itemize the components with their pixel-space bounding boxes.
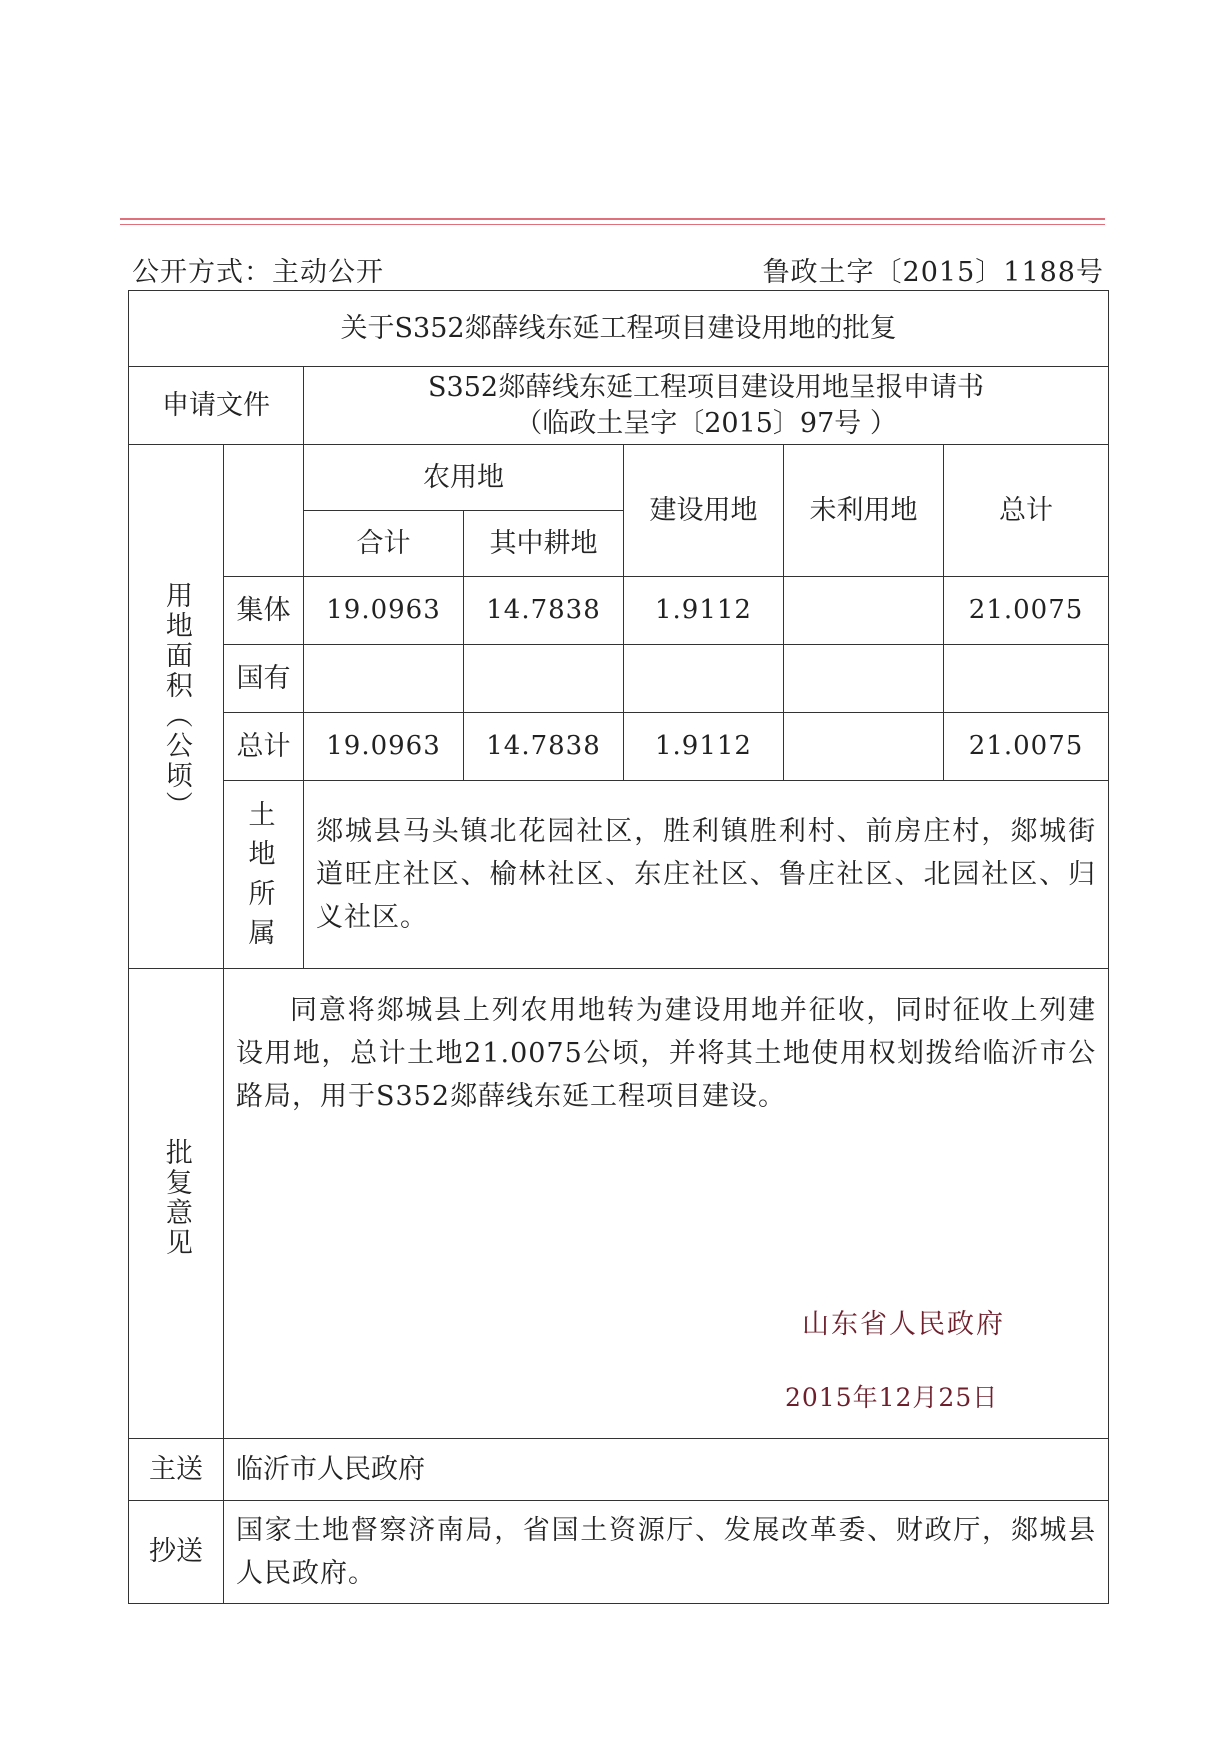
row-label: 集体 (224, 577, 304, 645)
cell-construction: 1.9112 (624, 577, 784, 645)
top-red-line-2 (120, 224, 1105, 225)
cell-unused (784, 577, 944, 645)
ownership-text: 郯城县马头镇北花园社区，胜利镇胜利村、前房庄村，郯城街道旺庄社区、榆林社区、东庄社区、鲁庄社区、北园社区、归义社区。 (304, 781, 1109, 969)
issue-date: 2015年12月25日 (785, 1383, 999, 1412)
document-title: 关于S352郯薛线东延工程项目建设用地的批复 (129, 291, 1109, 367)
table-row (129, 713, 1109, 781)
cc-label: 抄送 (129, 1501, 224, 1604)
header-unused: 未利用地 (784, 445, 944, 577)
cell-total: 21.0075 (944, 713, 1109, 781)
cell-farmland: 14.7838 (464, 577, 624, 645)
header-agri-farmland: 其中耕地 (464, 511, 624, 577)
application-document (304, 367, 1109, 445)
cell-unused (784, 645, 944, 713)
cc-value: 国家土地督察济南局，省国土资源厅、发展改革委、财政厅，郯城县人民政府。 (224, 1501, 1109, 1604)
application-label: 申请文件 (129, 367, 304, 445)
opinion-text: 同意将郯城县上列农用地转为建设用地并征收，同时征收上列建设用地，总计土地21.0075公顷，并将其土地使用权划拨给临沂市公路局，用于S352郯薛线东延工程项目建设。 (224, 969, 1109, 1439)
issuer-name: 山东省人民政府 (802, 1309, 1005, 1340)
cell-farmland: 14.7838 (464, 713, 624, 781)
row-label: 国有 (224, 645, 304, 713)
header-agricultural: 农用地 (304, 445, 624, 511)
cell-agri-total: 19.0963 (304, 577, 464, 645)
header-total: 总计 (944, 445, 1109, 577)
cell-total (944, 645, 1109, 713)
application-line-2: （临政土呈字〔2015〕97号 ） (515, 407, 897, 439)
application-line-1: S352郯薛线东延工程项目建设用地呈报申请书 (428, 372, 985, 404)
cell-agri-total: 19.0963 (304, 713, 464, 781)
cell-farmland (464, 645, 624, 713)
ownership-label: 土地所属 (248, 800, 279, 949)
cell-agri-total (304, 645, 464, 713)
table-row (129, 645, 1109, 713)
ownership-label-cell (224, 781, 304, 969)
area-side-label: 用地面积（公顷） (160, 581, 192, 822)
header-row (132, 250, 1104, 289)
header-construction: 建设用地 (624, 445, 784, 577)
area-side-label-cell (129, 445, 224, 969)
cell-unused (784, 713, 944, 781)
cell-construction (624, 645, 784, 713)
top-red-line (120, 218, 1105, 220)
cell-construction: 1.9112 (624, 713, 784, 781)
row-label: 总计 (224, 713, 304, 781)
main-recipient-label: 主送 (129, 1439, 224, 1501)
main-recipient-value: 临沂市人民政府 (224, 1439, 1109, 1501)
document-number: 鲁政土字〔2015〕1188号 (762, 257, 1104, 288)
disclosure-label: 公开方式：主动公开 (132, 257, 384, 288)
opinion-label: 批复意见 (160, 1138, 192, 1259)
table-row (129, 577, 1109, 645)
header-agri-subtotal: 合计 (304, 511, 464, 577)
blank-header-cell (224, 445, 304, 577)
opinion-label-cell (129, 969, 224, 1439)
cell-total: 21.0075 (944, 577, 1109, 645)
